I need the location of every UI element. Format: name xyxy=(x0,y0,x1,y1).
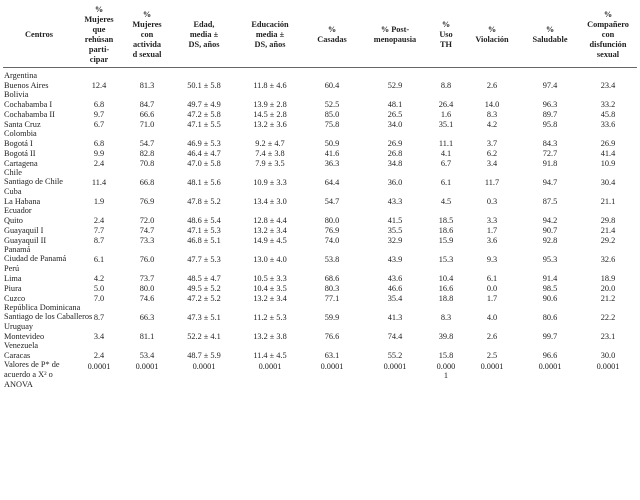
table-cell: 49.7 ± 4.9 xyxy=(187,100,221,109)
table-cell: 12.8 ± 4.4 xyxy=(253,216,287,225)
table-row xyxy=(3,235,637,245)
table-cell: 80.3 xyxy=(324,284,340,293)
column-header: Edad, media ± DS, años xyxy=(171,5,237,68)
center-name: Lima xyxy=(4,274,22,283)
table-cell: 8.7 xyxy=(93,236,105,245)
table-row xyxy=(3,80,637,90)
table-row xyxy=(3,273,637,283)
center-name: Santiago de los Caballeros xyxy=(4,312,93,321)
center-name: Cuzco xyxy=(4,294,26,303)
table-cell: 6.1 xyxy=(486,274,498,283)
table-cell: 3.4 xyxy=(486,159,498,168)
table-row xyxy=(3,331,637,341)
table-cell: 1.9 xyxy=(93,197,105,206)
table-cell: 76.9 xyxy=(139,197,155,206)
table-row xyxy=(3,225,637,235)
table-cell: 13.4 ± 3.0 xyxy=(253,197,287,206)
table-cell: 8.8 xyxy=(440,81,452,90)
center-name: Caracas xyxy=(4,351,31,360)
country-label: Uruguay xyxy=(4,322,34,331)
table-cell: 41.4 xyxy=(600,149,616,158)
table-row xyxy=(3,177,637,187)
table-cell: 0.0001 xyxy=(258,362,282,371)
table-cell: 3.3 xyxy=(486,216,498,225)
table-row xyxy=(3,254,637,264)
country-group-row xyxy=(3,264,637,273)
table-cell: 60.4 xyxy=(324,81,340,90)
table-cell: 4.2 xyxy=(93,274,105,283)
table-cell: 81.3 xyxy=(139,81,155,90)
table-cell: 18.6 xyxy=(438,226,454,235)
table-cell: 91.4 xyxy=(542,274,558,283)
table-cell: 15.9 xyxy=(438,236,454,245)
table-header-row xyxy=(3,5,637,68)
table-cell: 10.5 ± 3.3 xyxy=(253,274,287,283)
table-cell: 49.5 ± 5.2 xyxy=(187,284,221,293)
table-cell: 43.3 xyxy=(387,197,403,206)
table-cell: 84.7 xyxy=(139,100,155,109)
table-cell: 64.4 xyxy=(324,178,340,187)
table-cell: 63.1 xyxy=(324,351,340,360)
table-cell: 74.6 xyxy=(139,294,155,303)
data-table xyxy=(3,5,637,390)
table-cell: 95.3 xyxy=(542,255,558,264)
table-cell: 45.8 xyxy=(600,110,616,119)
table-cell: 1.6 xyxy=(440,110,452,119)
table-cell: 80.0 xyxy=(139,284,155,293)
table-cell: 2.4 xyxy=(93,351,105,360)
table-cell: 53.4 xyxy=(139,351,155,360)
table-cell: 18.9 xyxy=(600,274,616,283)
column-header: % Mujeres con activida d sexual xyxy=(123,5,171,68)
table-cell: 47.2 ± 5.8 xyxy=(187,110,221,119)
table-row xyxy=(3,119,637,129)
column-header: Centros xyxy=(3,5,75,68)
table-cell: 11.8 ± 4.6 xyxy=(253,81,287,90)
table-cell: 72.7 xyxy=(542,149,558,158)
table-cell: 43.6 xyxy=(387,274,403,283)
table-cell: 29.8 xyxy=(600,216,616,225)
table-cell: 95.8 xyxy=(542,120,558,129)
table-cell: 26.4 xyxy=(438,100,454,109)
table-cell: 0.0 xyxy=(486,284,498,293)
table-cell: 59.9 xyxy=(324,313,340,322)
table-cell: 11.4 ± 4.5 xyxy=(253,351,287,360)
table-cell: 81.1 xyxy=(139,332,155,341)
table-cell: 11.2 ± 5.3 xyxy=(253,313,287,322)
table-cell: 21.4 xyxy=(600,226,616,235)
table-cell: 48.7 ± 5.9 xyxy=(187,351,221,360)
country-label: Chile xyxy=(4,168,22,177)
table-cell: 6.7 xyxy=(93,120,105,129)
table-cell: 50.1 ± 5.8 xyxy=(187,81,221,90)
table-cell: 53.8 xyxy=(324,255,340,264)
table-cell: 33.6 xyxy=(600,120,616,129)
table-cell: 74.7 xyxy=(139,226,155,235)
table-cell: 1.7 xyxy=(486,226,498,235)
table-cell: 0.0001 xyxy=(480,362,504,371)
center-name: La Habana xyxy=(4,197,41,206)
center-name: Guayaquil II xyxy=(4,236,47,245)
table-cell: 2.6 xyxy=(486,81,498,90)
table-cell: 35.4 xyxy=(387,294,403,303)
table-cell: 10.9 ± 3.3 xyxy=(253,178,287,187)
table-cell: 68.6 xyxy=(324,274,340,283)
center-name: Guayaquil I xyxy=(4,226,44,235)
center-name: Cochabamba II xyxy=(4,110,55,119)
table-cell: 32.6 xyxy=(600,255,616,264)
table-cell: 46.4 ± 4.7 xyxy=(187,149,221,158)
table-cell: 6.7 xyxy=(440,159,452,168)
table-cell: 15.3 xyxy=(438,255,454,264)
table-cell: 18.5 xyxy=(438,216,454,225)
table-cell: 14.5 ± 2.8 xyxy=(253,110,287,119)
center-name: Cartagena xyxy=(4,159,38,168)
table-cell: 36.3 xyxy=(324,159,340,168)
country-label: Perú xyxy=(4,264,20,273)
table-cell: 43.9 xyxy=(387,255,403,264)
column-header: % Mujeres que rehúsan parti- cipar xyxy=(75,5,123,68)
table-cell: 70.8 xyxy=(139,159,155,168)
table-cell: 97.4 xyxy=(542,81,558,90)
table-cell: 7.4 ± 3.8 xyxy=(255,149,285,158)
table-cell: 15.8 xyxy=(438,351,454,360)
table-cell: 2.4 xyxy=(93,159,105,168)
country-label: Ecuador xyxy=(4,206,32,215)
table-cell: 84.3 xyxy=(542,139,558,148)
table-cell: 33.2 xyxy=(600,100,616,109)
table-row xyxy=(3,293,637,303)
table-cell: 48.5 ± 4.7 xyxy=(187,274,221,283)
center-name: Buenos Aires xyxy=(4,81,49,90)
column-header: Educación media ± DS, años xyxy=(237,5,303,68)
country-label: Colombia xyxy=(4,129,37,138)
table-cell: 6.2 xyxy=(486,149,498,158)
table-cell: 26.8 xyxy=(387,149,403,158)
table-cell: 3.6 xyxy=(486,236,498,245)
table-cell: 0.0001 xyxy=(383,362,407,371)
table-cell: 85.0 xyxy=(324,110,340,119)
country-group-row xyxy=(3,322,637,331)
table-cell: 96.3 xyxy=(542,100,558,109)
country-group-row xyxy=(3,90,637,99)
column-header: % Uso TH xyxy=(429,5,463,68)
country-label: Panamá xyxy=(4,245,31,254)
table-cell: 55.2 xyxy=(387,351,403,360)
table-cell: 0.0001 xyxy=(192,362,216,371)
table-cell: 3.7 xyxy=(486,139,498,148)
country-group-row xyxy=(3,245,637,254)
table-cell: 66.6 xyxy=(139,110,155,119)
table-cell: 76.6 xyxy=(324,332,340,341)
center-name: Montevideo xyxy=(4,332,45,341)
table-cell: 13.0 ± 4.0 xyxy=(253,255,287,264)
table-cell: 35.5 xyxy=(387,226,403,235)
table-cell: 47.7 ± 5.3 xyxy=(187,255,221,264)
center-name: Cochabamba I xyxy=(4,100,53,109)
table-cell: 5.0 xyxy=(93,284,105,293)
table-cell: 11.7 xyxy=(484,178,500,187)
country-group-row xyxy=(3,303,637,312)
country-group-row xyxy=(3,168,637,177)
table-cell: 41.3 xyxy=(387,313,403,322)
table-cell: 76.9 xyxy=(324,226,340,235)
table-cell: 4.2 xyxy=(486,120,498,129)
table-cell: 10.4 xyxy=(438,274,454,283)
table-row xyxy=(3,109,637,119)
table-cell: 73.3 xyxy=(139,236,155,245)
table-cell: 0.000 1 xyxy=(436,362,456,380)
table-cell: 13.2 ± 3.4 xyxy=(253,226,287,235)
table-cell: 47.1 ± 5.3 xyxy=(187,226,221,235)
table-cell: 0.0001 xyxy=(320,362,344,371)
pvalue-label: Valores de P* de acuerdo a X² o ANOVA xyxy=(4,360,60,389)
table-cell: 34.8 xyxy=(387,159,403,168)
country-label: República Dominicana xyxy=(4,303,81,312)
table-cell: 30.0 xyxy=(600,351,616,360)
table-cell: 8.3 xyxy=(440,313,452,322)
table-cell: 54.7 xyxy=(324,197,340,206)
table-cell: 46.6 xyxy=(387,284,403,293)
table-cell: 91.8 xyxy=(542,159,558,168)
table-cell: 6.1 xyxy=(93,255,105,264)
table-row xyxy=(3,99,637,109)
table-cell: 13.9 ± 2.8 xyxy=(253,100,287,109)
table-body xyxy=(3,68,637,391)
table-cell: 74.0 xyxy=(324,236,340,245)
table-row xyxy=(3,196,637,206)
table-cell: 21.2 xyxy=(600,294,616,303)
table-cell: 46.9 ± 5.3 xyxy=(187,139,221,148)
column-header: % Violación xyxy=(463,5,521,68)
table-cell: 12.4 xyxy=(91,81,107,90)
table-cell: 39.8 xyxy=(438,332,454,341)
table-cell: 0.0001 xyxy=(135,362,159,371)
table-cell: 71.0 xyxy=(139,120,155,129)
table-cell: 66.8 xyxy=(139,178,155,187)
center-name: Ciudad de Panamá xyxy=(4,254,67,263)
table-cell: 77.1 xyxy=(324,294,340,303)
table-cell: 11.1 xyxy=(438,139,454,148)
table-cell: 23.1 xyxy=(600,332,616,341)
table-cell: 6.8 xyxy=(93,139,105,148)
table-cell: 41.6 xyxy=(324,149,340,158)
table-cell: 89.7 xyxy=(542,110,558,119)
pvalue-row xyxy=(3,360,637,390)
table-cell: 47.2 ± 5.2 xyxy=(187,294,221,303)
table-cell: 26.5 xyxy=(387,110,403,119)
table-cell: 80.0 xyxy=(324,216,340,225)
center-name: Santa Cruz xyxy=(4,120,41,129)
table-cell: 2.5 xyxy=(486,351,498,360)
table-cell: 0.3 xyxy=(486,197,498,206)
column-header: % Compañero con disfunción sexual xyxy=(579,5,637,68)
table-cell: 6.1 xyxy=(440,178,452,187)
table-row xyxy=(3,148,637,158)
table-cell: 66.3 xyxy=(139,313,155,322)
country-label: Cuba xyxy=(4,187,22,196)
table-cell: 21.1 xyxy=(600,197,616,206)
table-cell: 1.7 xyxy=(486,294,498,303)
table-cell: 99.7 xyxy=(542,332,558,341)
table-cell: 35.1 xyxy=(438,120,454,129)
center-name: Bogotá I xyxy=(4,139,33,148)
table-cell: 8.7 xyxy=(93,313,105,322)
center-name: Santiago de Chile xyxy=(4,177,63,186)
table-cell: 4.1 xyxy=(440,149,452,158)
table-cell: 7.9 ± 3.5 xyxy=(255,159,285,168)
table-cell: 76.0 xyxy=(139,255,155,264)
table-cell: 50.9 xyxy=(324,139,340,148)
table-cell: 7.0 xyxy=(93,294,105,303)
table-cell: 54.7 xyxy=(139,139,155,148)
table-cell: 52.2 ± 4.1 xyxy=(187,332,221,341)
table-cell: 6.8 xyxy=(93,100,105,109)
table-row xyxy=(3,312,637,322)
table-cell: 0.0001 xyxy=(87,362,111,371)
column-header: % Post- menopausia xyxy=(361,5,429,68)
table-cell: 16.6 xyxy=(438,284,454,293)
table-cell: 23.4 xyxy=(600,81,616,90)
table-row xyxy=(3,138,637,148)
table-row xyxy=(3,350,637,360)
table-cell: 29.2 xyxy=(600,236,616,245)
table-cell: 52.9 xyxy=(387,81,403,90)
table-cell: 52.5 xyxy=(324,100,340,109)
column-header: % Casadas xyxy=(303,5,361,68)
table-cell: 90.6 xyxy=(542,294,558,303)
table-cell: 0.0001 xyxy=(538,362,562,371)
country-group-row xyxy=(3,129,637,138)
table-cell: 94.7 xyxy=(542,178,558,187)
table-cell: 30.4 xyxy=(600,178,616,187)
table-row xyxy=(3,158,637,168)
country-label: Argentina xyxy=(4,71,38,80)
table-cell: 10.9 xyxy=(600,159,616,168)
table-cell: 18.8 xyxy=(438,294,454,303)
table-cell: 10.4 ± 3.5 xyxy=(253,284,287,293)
table-cell: 32.9 xyxy=(387,236,403,245)
table-cell: 98.5 xyxy=(542,284,558,293)
center-name: Quito xyxy=(4,216,23,225)
table-cell: 20.0 xyxy=(600,284,616,293)
country-group-row xyxy=(3,341,637,350)
table-cell: 73.7 xyxy=(139,274,155,283)
table-cell: 4.0 xyxy=(486,313,498,322)
table-cell: 82.8 xyxy=(139,149,155,158)
table-cell: 87.5 xyxy=(542,197,558,206)
table-cell: 0.0001 xyxy=(596,362,620,371)
table-cell: 11.4 xyxy=(91,178,107,187)
table-cell: 46.8 ± 5.1 xyxy=(187,236,221,245)
table-cell: 80.6 xyxy=(542,313,558,322)
table-cell: 9.2 ± 4.7 xyxy=(255,139,285,148)
table-row xyxy=(3,283,637,293)
table-cell: 3.4 xyxy=(93,332,105,341)
country-label: Venezuela xyxy=(4,341,39,350)
table-cell: 47.0 ± 5.8 xyxy=(187,159,221,168)
table-cell: 92.8 xyxy=(542,236,558,245)
table-cell: 90.7 xyxy=(542,226,558,235)
table-cell: 2.6 xyxy=(486,332,498,341)
country-group-row xyxy=(3,206,637,215)
table-cell: 41.5 xyxy=(387,216,403,225)
table-cell: 47.3 ± 5.1 xyxy=(187,313,221,322)
table-cell: 13.2 ± 3.6 xyxy=(253,120,287,129)
table-cell: 26.9 xyxy=(600,139,616,148)
country-label: Bolivia xyxy=(4,90,29,99)
table-cell: 74.4 xyxy=(387,332,403,341)
table-cell: 36.0 xyxy=(387,178,403,187)
table-row xyxy=(3,215,637,225)
table-cell: 72.0 xyxy=(139,216,155,225)
table-cell: 2.4 xyxy=(93,216,105,225)
table-cell: 9.3 xyxy=(486,255,498,264)
table-cell: 96.6 xyxy=(542,351,558,360)
table-cell: 75.8 xyxy=(324,120,340,129)
table-cell: 7.7 xyxy=(93,226,105,235)
table-cell: 9.9 xyxy=(93,149,105,158)
table-cell: 22.2 xyxy=(600,313,616,322)
table-cell: 4.5 xyxy=(440,197,452,206)
country-group-row xyxy=(3,187,637,196)
table-cell: 48.1 xyxy=(387,100,403,109)
table-cell: 48.1 ± 5.6 xyxy=(187,178,221,187)
table-cell: 48.6 ± 5.4 xyxy=(187,216,221,225)
table-cell: 34.0 xyxy=(387,120,403,129)
column-header: % Saludable xyxy=(521,5,579,68)
center-name: Bogotá II xyxy=(4,149,36,158)
table-cell: 47.1 ± 5.5 xyxy=(187,120,221,129)
table-cell: 9.7 xyxy=(93,110,105,119)
table-cell: 94.2 xyxy=(542,216,558,225)
table-cell: 13.2 ± 3.8 xyxy=(253,332,287,341)
table-cell: 8.3 xyxy=(486,110,498,119)
table-cell: 13.2 ± 3.4 xyxy=(253,294,287,303)
country-group-row xyxy=(3,68,637,81)
table-cell: 47.8 ± 5.2 xyxy=(187,197,221,206)
table-cell: 14.0 xyxy=(484,100,500,109)
center-name: Piura xyxy=(4,284,22,293)
table-cell: 26.9 xyxy=(387,139,403,148)
table-cell: 14.9 ± 4.5 xyxy=(253,236,287,245)
